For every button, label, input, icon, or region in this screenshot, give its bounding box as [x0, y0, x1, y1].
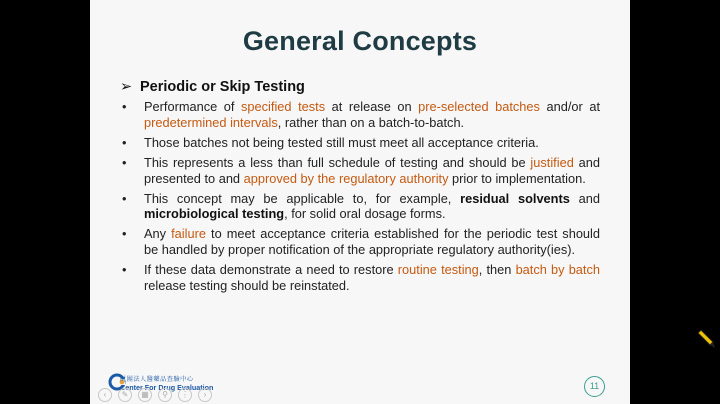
bullet-item: [120, 226, 600, 258]
slide: [90, 0, 630, 404]
bullet-marker: •: [122, 154, 127, 170]
bullet-text: , then: [478, 262, 516, 278]
highlighted-text: justified: [530, 154, 574, 170]
prev-slide-icon[interactable]: ‹: [98, 388, 112, 402]
bold-text: microbiological testing: [144, 206, 285, 222]
bullet-text: , for solid oral dosage forms.: [284, 206, 446, 222]
bullet-item: [120, 191, 600, 223]
options-icon[interactable]: ⋮: [178, 388, 192, 402]
pen-tool-icon[interactable]: ✎: [118, 388, 132, 402]
bullet-marker: •: [122, 190, 127, 206]
bullet-marker: •: [122, 226, 127, 242]
org-name-chinese: 財團法人醫藥品查驗中心: [120, 376, 194, 383]
bullet-text: If these data demonstrate a need to restore: [144, 262, 398, 278]
bullet-text: to meet acceptance criteria established for the periodic test should be handled by proper notification of the appropriate regulatory authority(ies).: [144, 226, 601, 258]
bullet-text: prior to implementation.: [448, 170, 586, 186]
highlighted-text: pre-selected batches: [418, 99, 540, 114]
highlighted-text: batch by batch: [515, 262, 600, 278]
pencil-cursor-icon: [698, 328, 716, 350]
bullet-text: Those batches not being tested still must meet all acceptance criteria.: [144, 134, 539, 150]
bullet-marker: •: [122, 99, 127, 114]
bullet-item: [120, 155, 600, 187]
highlighted-text: approved by the regulatory authority: [243, 170, 449, 186]
bullet-item: [120, 135, 600, 151]
bullet-text: , rather than on a batch-to-batch.: [277, 114, 465, 130]
bullet-text: Performance of: [144, 99, 242, 114]
arrow-bullet-icon: ➢: [120, 79, 133, 95]
slide-title: General Concepts: [242, 26, 478, 56]
bullet-text: and presented to and: [144, 154, 600, 186]
section-heading: [120, 79, 305, 95]
bullet-text: and/or at: [539, 99, 600, 114]
bullet-item: [120, 262, 600, 294]
bullet-text: This concept may be applicable to, for example,: [144, 190, 461, 206]
bold-text: residual solvents: [460, 190, 570, 206]
org-name-english: Center For Drug Evaluation: [120, 383, 214, 392]
bullet-list: [120, 99, 600, 298]
bullet-text: Any: [144, 226, 172, 242]
section-heading-text: Periodic or Skip Testing: [140, 79, 305, 95]
highlighted-text: failure: [171, 226, 206, 242]
bullet-marker: •: [122, 134, 127, 150]
highlighted-text: specified tests: [241, 99, 326, 114]
slides-grid-icon[interactable]: ▦: [138, 388, 152, 402]
bullet-marker: •: [122, 262, 127, 278]
highlighted-text: routine testing: [397, 262, 479, 278]
bullet-text: This represents a less than full schedule of testing and should be: [144, 154, 531, 170]
bullet-text: and: [569, 190, 600, 206]
bullet-item: [120, 99, 600, 131]
bullet-text: at release on: [325, 99, 419, 114]
zoom-icon[interactable]: ⚲: [158, 388, 172, 402]
highlighted-text: predetermined intervals: [144, 114, 278, 130]
next-slide-icon[interactable]: ›: [198, 388, 212, 402]
bullet-text: release testing should be reinstated.: [144, 278, 350, 294]
page-number: 11: [584, 376, 605, 397]
